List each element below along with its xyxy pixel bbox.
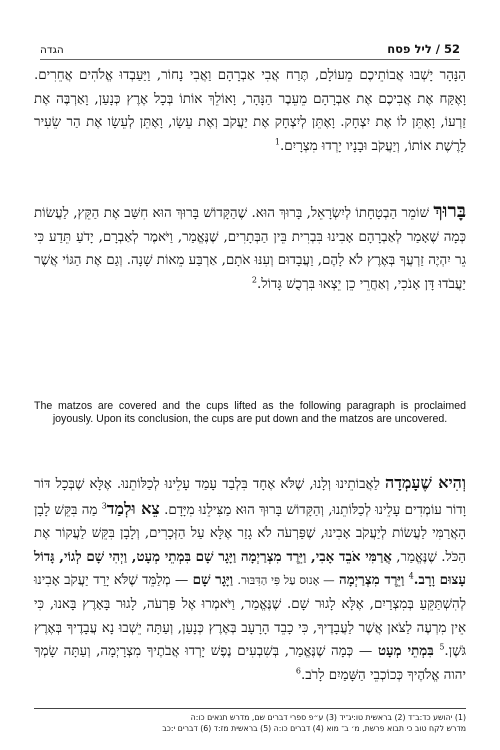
- footnote-line: מדרש לקח טוב כי תבוא פרשת, מ׳ ב־ מוא (4) דברים כו:ה (5) בראשית מז:ד (6) דברים י:כב: [162, 724, 466, 733]
- passage-text: מַה בִּקֵּשׁ לָבָן הָאֲרַמִּי לַעֲשׂוֹת לְיַעֲקֹב אָבִינוּ, שֶׁפַּרְעֹה לֹא גָזַר אֶלָּא עַל הַזְּכָרִים, וְלָבָן בִּקֵּשׁ לַעֲקוֹר אֶת הַכֹּל. שֶׁנֶּאֱמַר,: [34, 502, 466, 565]
- lead-phrase: וְהִיא שֶׁעָמְדָה: [385, 473, 466, 492]
- footnote-marker: 2: [251, 275, 257, 285]
- passage-text: שׁוֹמֵר הַבְטָחָתוֹ לְיִשְׂרָאֵל, בָּרוּךְ הוּא. שֶׁהַקָּדוֹשׁ בָּרוּךְ הוּא חִשַּׁב אֶת הַקֵּץ, לַעֲשׂוֹת כְּמָה שֶׁאָמַר לְאַבְרָהָם אָבִינוּ בִּבְרִית בֵּין הַבְּתָרִים, שֶׁנֶּאֱמַר, וַיֹּאמֶר לְאַבְרָם, יָדֹעַ תֵּדַע כִּי גֵר יִהְיֶה זַרְעֲךָ בְּאֶרֶץ לֹא לָהֶם, וַעֲבָדוּם וְעִנּוּ אֹתָם, אַרְבַּע מֵאוֹת שָׁנָה. וְגַם אֶת הַגּוֹי אֲשֶׁר יַעֲבֹדוּ דָּן אָנֹכִי, וְאַחֲרֵי כֵן יֵצְאוּ בִּרְכֻשׁ גָּדוֹל.: [34, 206, 466, 292]
- expounded-phrase: בִּמְתֵי מְעָט: [377, 643, 434, 660]
- footnote-marker: 3: [101, 501, 107, 511]
- instruction-note: The matzos are covered and the cups lifted as the following paragraph is proclaimed joyously. Upon its conclusion, the cups are put down and the matzos are uncovered.: [34, 400, 466, 425]
- expounded-phrase: וַיָּגָר שָׁם: [192, 572, 234, 589]
- commentary-text: — מְלַמֵּד שֶׁלֹּא יָרַד יַעֲקֹב אָבִינוּ לְהִשְׁתַּקֵּעַ בְּמִצְרַיִם, אֶלָּא לָגוּר שָׁם. שֶׁנֶּאֱמַר, וַיֹּאמְרוּ אֶל פַּרְעֹה, לָגוּר בָּאָרֶץ בָּאנוּ, כִּי אֵין מִרְעֶה לַצֹּאן אֲשֶׁר לַעֲבָדֶיךָ, כִּי כָבֵד הָרָעָב בְּאֶרֶץ כְּנָעַן, וְעַתָּה יֵשְׁבוּ נָא עֲבָדֶיךָ בְּאֶרֶץ גֹּשֶׁן.: [34, 573, 466, 660]
- expounded-phrase: וַיֵּרֶד מִצְרַיְמָה: [339, 572, 405, 589]
- footnote-marker: 1: [274, 137, 280, 147]
- passage-origins: [34, 64, 466, 158]
- lead-word: בָּרוּךְ: [433, 200, 466, 222]
- footnotes: [34, 708, 466, 734]
- commentary-text: — כְּמָה שֶׁנֶּאֱמַר, בְּשִׁבְעִים נֶפֶשׁ יָרְדוּ אֲבֹתֶיךָ מִצְרָיְמָה, וְעַתָּה שָׂמְךָ יהוה אֱלֹהֶיךָ כְּכוֹכְבֵי הַשָּׁמַיִם לָרֹב.: [34, 644, 466, 683]
- section-title: הגדה: [40, 44, 64, 56]
- passage-text: הַנָּהָר יָשְׁבוּ אֲבוֹתֵיכֶם מֵעוֹלָם, תֶּרַח אֲבִי אַבְרָהָם וַאֲבִי נָחוֹר, וַיַּעַבְדוּ אֱלֹהִים אֲחֵרִים. וָאֶקַּח אֶת אֲבִיכֶם אֶת אַבְרָהָם מֵעֵבֶר הַנָּהָר, וָאוֹלֵךְ אוֹתוֹ בְּכָל אֶרֶץ כְּנָעַן, וָאַרְבֶּה אֶת זַרְעוֹ, וָאֶתֵּן לוֹ אֶת יִצְחָק. וָאֶתֵּן לְיִצְחָק אֶת יַעֲקֹב וְאֶת עֵשָׂו, וָאֶתֵּן לְעֵשָׂו אֶת הַר שֵׂעִיר לָרֶשֶׁת אוֹתוֹ, וְיַעֲקֹב וּבָנָיו יָרְדוּ מִצְרָיִם.: [34, 68, 466, 154]
- passage-text: לַאֲבוֹתֵינוּ וְלָנוּ, שֶׁלֹּא אֶחָד בִּלְבַד עָמַד עָלֵינוּ לְכַלּוֹתֵנוּ. אֶלָּא שֶׁבְּכָל דּוֹר וָדוֹר עוֹמְדִים עָלֵינוּ לְכַלּוֹתֵנוּ, וְהַקָּדוֹשׁ בָּרוּךְ הוּא מַצִּילֵנוּ מִיָּדָם.: [34, 477, 467, 518]
- footnote-line: (1) יהושע כד:ב־ד (2) בראשית טו:יג־יד (3) ע״פ ספרי דברים שם, מדרש תנאים כו:ה: [190, 713, 466, 722]
- lead-phrase-tze-ulmad: צֵא וּלְמַד: [106, 498, 160, 518]
- passage-vehi-sheamda: [34, 471, 466, 687]
- page-label: 52 / ליל פסח: [387, 42, 460, 56]
- passage-baruch-shomer: [34, 200, 466, 296]
- footnote-marker: 5: [439, 642, 445, 652]
- footnote-marker: 6: [295, 666, 301, 676]
- running-header: [40, 38, 460, 60]
- footnote-marker: 4: [408, 571, 414, 581]
- verse-text: אֲרַמִּי אֹבֵד אָבִי, וַיֵּרֶד מִצְרַיְמָה וַיָּגָר שָׁם בִּמְתֵי מְעָט, וַיְהִי שָׁם לְגוֹי, גָּדוֹל עָצוּם וָרָב.: [34, 548, 466, 589]
- commentary-text: — אָנוּס עַל פִּי הַדִּבּוּר.: [237, 573, 335, 588]
